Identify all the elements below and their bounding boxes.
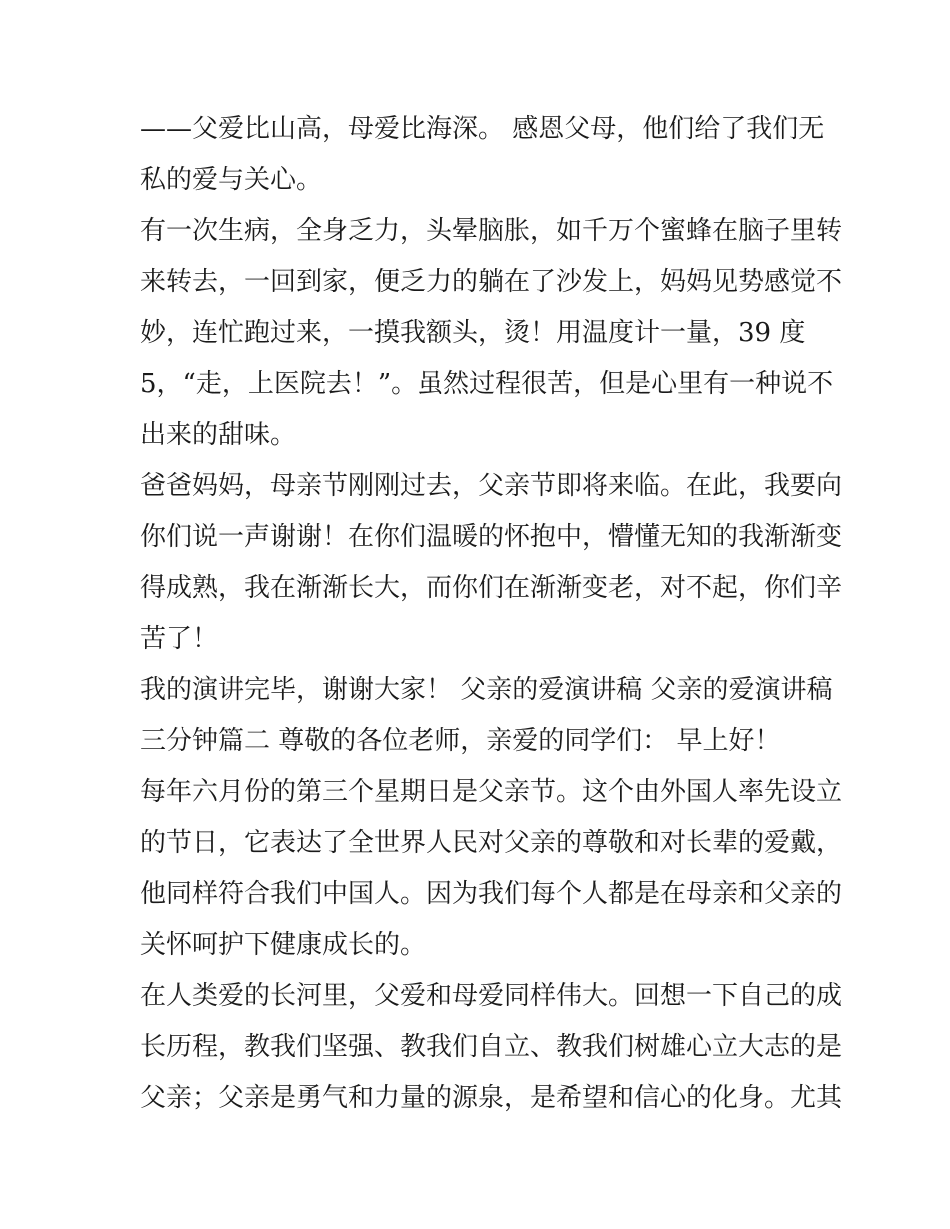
text-line: 我的演讲完毕，谢谢大家！ 父亲的爱演讲稿 父亲的爱演讲稿 bbox=[140, 675, 833, 705]
text-line: 在人类爱的长河里，父爱和母爱同样伟大。回想一下自己的成 bbox=[140, 981, 843, 1011]
text-line: 私的爱与关心。 bbox=[140, 165, 323, 195]
text-line: 他同样符合我们中国人。因为我们每个人都是在母亲和父亲的 bbox=[140, 879, 843, 909]
text-line: 得成熟，我在渐渐长大，而你们在渐渐变老，对不起，你们辛 bbox=[140, 573, 843, 603]
text-line: 出来的甜味。 bbox=[140, 420, 297, 450]
text-line: 长历程，教我们坚强、教我们自立、教我们树雄心立大志的是 bbox=[140, 1032, 843, 1062]
text-line: 每年六月份的第三个星期日是父亲节。这个由外国人率先设立 bbox=[140, 777, 843, 807]
text-line: 妙，连忙跑过来，一摸我额头，烫！用温度计一量，39 度 bbox=[140, 318, 806, 348]
text-line: 你们说一声谢谢！在你们温暖的怀抱中，懵懂无知的我渐渐变 bbox=[140, 522, 843, 552]
text-line: 来转去，一回到家，便乏力的躺在了沙发上，妈妈见势感觉不 bbox=[140, 267, 843, 297]
text-line: 有一次生病，全身乏力，头晕脑胀，如千万个蜜蜂在脑子里转 bbox=[140, 216, 843, 246]
text-line: 的节日，它表达了全世界人民对父亲的尊敬和对长辈的爱戴， bbox=[140, 828, 843, 858]
text-line: 父亲；父亲是勇气和力量的源泉，是希望和信心的化身。尤其 bbox=[140, 1083, 843, 1113]
text-line: ——父爱比山高，母爱比海深。 感恩父母，他们给了我们无 bbox=[140, 114, 825, 144]
text-line: 苦了！ bbox=[140, 624, 219, 654]
text-line: 三分钟篇二 尊敬的各位老师，亲爱的同学们： 早上好！ bbox=[140, 726, 781, 756]
text-line: 5，“走，上医院去！”。虽然过程很苦，但是心里有一种说不 bbox=[140, 369, 834, 399]
text-line: 爸爸妈妈，母亲节刚刚过去，父亲节即将来临。在此，我要向 bbox=[140, 471, 843, 501]
body-text bbox=[140, 104, 843, 1124]
text-line: 关怀呵护下健康成长的。 bbox=[140, 930, 427, 960]
